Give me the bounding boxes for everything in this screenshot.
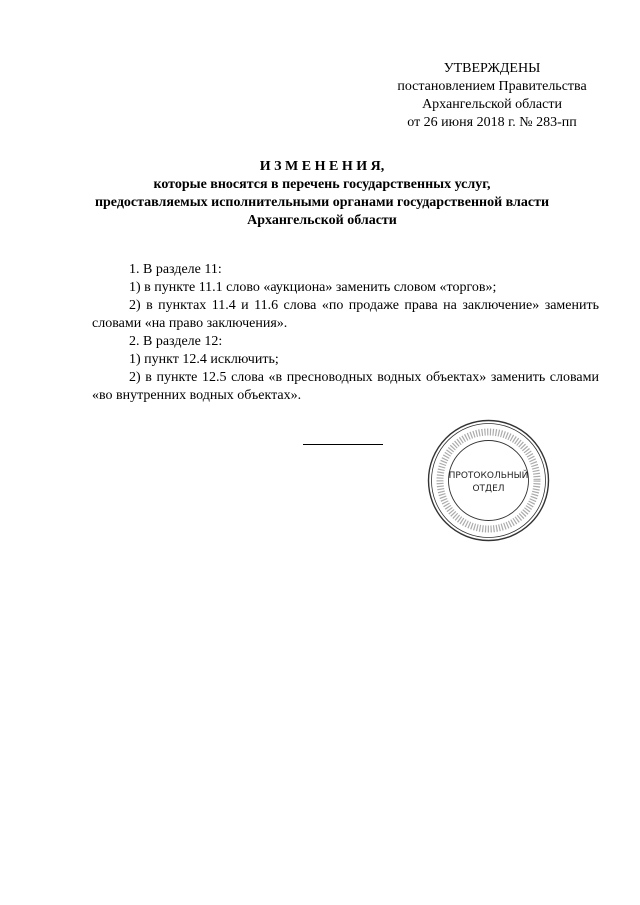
title-line: которые вносятся в перечень государственных услуг, [153, 177, 491, 192]
list-item: 1) в пункте 11.1 слово «аукциона» заменить словом «торгов»; [129, 280, 497, 295]
stamp-text: ОТДЕЛ [472, 484, 505, 494]
list-item: 2) в пункте 12.5 слова «в пресноводных водных объектах» заменить словами «во внутренних водных объектах». [92, 370, 599, 403]
approval-line: постановлением Правительства [397, 79, 587, 94]
list-item: 2) в пунктах 11.4 и 11.6 слова «по продаже права на заключение» заменить словами «на право заключения». [92, 298, 599, 331]
title-line: предоставляемых исполнительными органами государственной власти [94, 195, 550, 210]
official-stamp [426, 418, 551, 548]
approval-block [370, 60, 614, 132]
document-body [92, 261, 599, 405]
document-title [80, 158, 564, 230]
approval-line: Архангельской области [422, 97, 562, 112]
list-item: 1) пункт 12.4 исключить; [129, 352, 279, 367]
section-heading: 1. В разделе 11: [129, 262, 222, 277]
approval-title: УТВЕРЖДЕНЫ [443, 61, 541, 76]
title-line: Архангельской области [247, 213, 397, 228]
title-heading: И З М Е Н Е Н И Я, [259, 159, 385, 174]
stamp-text: ПРОТОКОЛЬНЫЙ [448, 471, 529, 481]
approval-date: от 26 июня 2018 г. № 283-пп [407, 115, 577, 130]
separator-line [303, 444, 383, 445]
section-heading: 2. В разделе 12: [129, 334, 223, 349]
stamp-seal [426, 418, 551, 543]
